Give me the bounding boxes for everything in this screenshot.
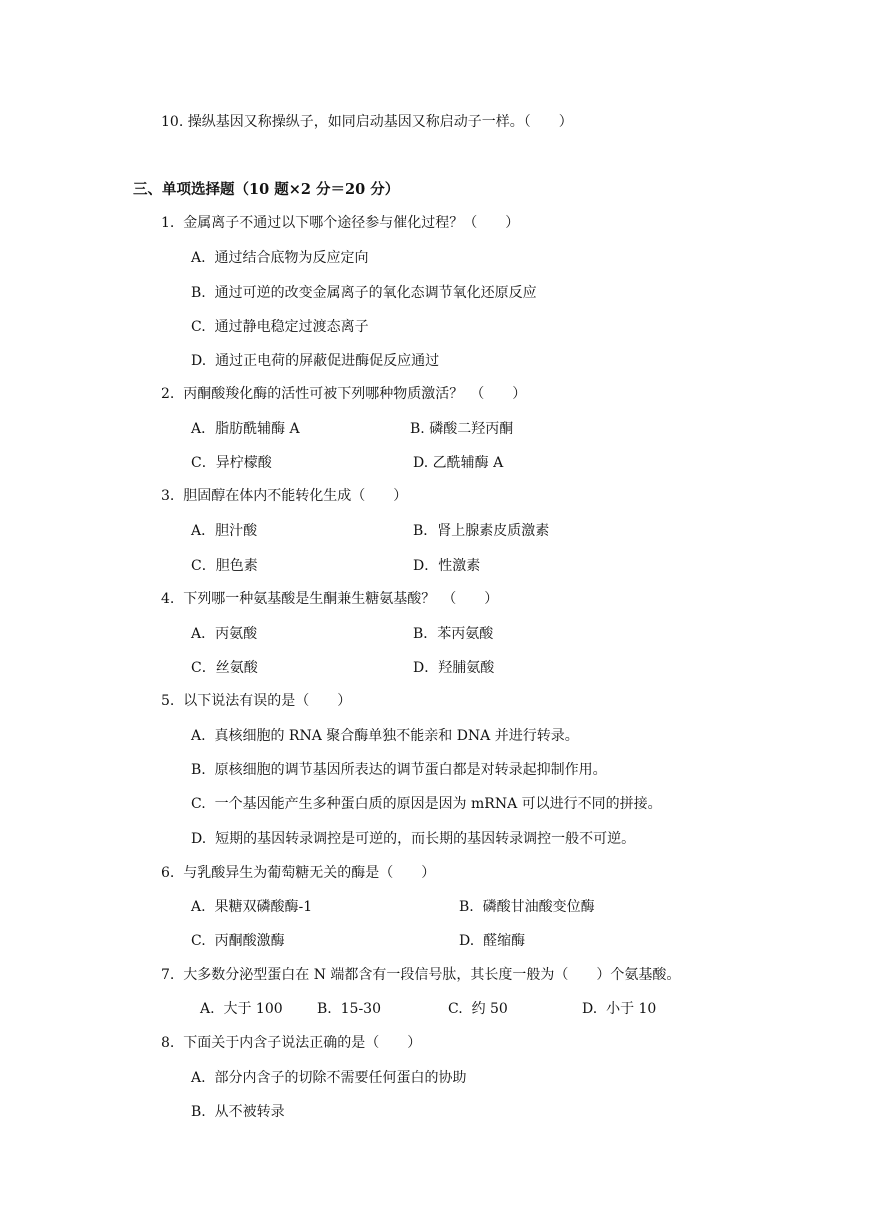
question-3-option-a[interactable]: A．胆汁酸 <box>191 523 258 539</box>
question-5-option-d[interactable]: D. 短期的基因转录调控是可逆的，而长期的基因转录调控一般不可逆。 <box>191 831 636 847</box>
question-6-option-c[interactable]: C. 丙酮酸激酶 <box>191 933 285 949</box>
question-2-stem: 2. 丙酮酸羧化酶的活性可被下列哪种物质激活？ （ ） <box>161 386 527 402</box>
question-5-option-c[interactable]: C. 一个基因能产生多种蛋白质的原因是因为 mRNA 可以进行不同的拼接。 <box>191 796 662 812</box>
question-2-option-d[interactable]: D. 乙酰辅酶 A <box>413 455 504 471</box>
question-1-option-b[interactable]: B. 通过可逆的改变金属离子的氧化态调节氧化还原反应 <box>191 285 537 301</box>
question-1-stem: 1. 金属离子不通过以下哪个途径参与催化过程？（ ） <box>161 215 520 231</box>
question-8-stem: 8. 下面关于内含子说法正确的是（ ） <box>161 1035 422 1051</box>
question-3-option-b[interactable]: B．肾上腺素皮质激素 <box>413 523 550 539</box>
question-6-stem: 6. 与乳酸异生为葡萄糖无关的酶是（ ） <box>161 865 436 881</box>
question-2-option-a[interactable]: A．脂肪酰辅酶 A <box>191 421 300 437</box>
question-4-option-c[interactable]: C．丝氨酸 <box>191 660 258 676</box>
question-4-option-b[interactable]: B．苯丙氨酸 <box>413 626 494 642</box>
question-5-option-a[interactable]: A. 真核细胞的 RNA 聚合酶单独不能亲和 DNA 并进行转录。 <box>191 728 579 744</box>
question-7-option-d[interactable]: D. 小于 10 <box>582 1001 657 1017</box>
question-1-option-d[interactable]: D. 通过正电荷的屏蔽促进酶促反应通过 <box>191 353 440 369</box>
question-2-option-c[interactable]: C．异柠檬酸 <box>191 455 272 471</box>
question-2-option-b[interactable]: B. 磷酸二羟丙酮 <box>410 421 514 437</box>
question-7-option-c[interactable]: C. 约 50 <box>448 1001 508 1017</box>
question-4-option-a[interactable]: A．丙氨酸 <box>191 626 258 642</box>
question-5-option-b[interactable]: B. 原核细胞的调节基因所表达的调节蛋白都是对转录起抑制作用。 <box>191 762 607 778</box>
question-6-option-d[interactable]: D. 醛缩酶 <box>459 933 526 949</box>
question-8-option-b[interactable]: B. 从不被转录 <box>191 1104 285 1120</box>
question-3-option-c[interactable]: C．胆色素 <box>191 558 258 574</box>
question-3-stem: 3. 胆固醇在体内不能转化生成（ ） <box>161 488 408 504</box>
question-8-option-a[interactable]: A. 部分内含子的切除不需要任何蛋白的协助 <box>191 1070 467 1086</box>
question-1-option-a[interactable]: A. 通过结合底物为反应定向 <box>191 250 369 266</box>
question-4-stem: 4. 下列哪一种氨基酸是生酮兼生糖氨基酸？ （ ） <box>161 591 499 607</box>
question-7-stem: 7. 大多数分泌型蛋白在 N 端都含有一段信号肽，其长度一般为（ ）个氨基酸。 <box>161 967 681 983</box>
question-6-option-a[interactable]: A. 果糖双磷酸酶-1 <box>191 899 313 915</box>
section-title: 三、单项选择题（10 题×2 分＝20 分） <box>133 181 400 198</box>
question-7-option-b[interactable]: B. 15-30 <box>317 1001 381 1017</box>
question-1-option-c[interactable]: C. 通过静电稳定过渡态离子 <box>191 319 369 335</box>
question-4-option-d[interactable]: D．羟脯氨酸 <box>413 660 495 676</box>
question-5-stem: 5. 以下说法有误的是（ ） <box>161 693 352 709</box>
question-7-option-a[interactable]: A. 大于 100 <box>200 1001 283 1017</box>
question-3-option-d[interactable]: D．性激素 <box>413 558 481 574</box>
question-6-option-b[interactable]: B. 磷酸甘油酸变位酶 <box>459 899 595 915</box>
prev-question-10: 10. 操纵基因又称操纵子，如同启动基因又称启动子一样。（ ） <box>161 114 573 130</box>
